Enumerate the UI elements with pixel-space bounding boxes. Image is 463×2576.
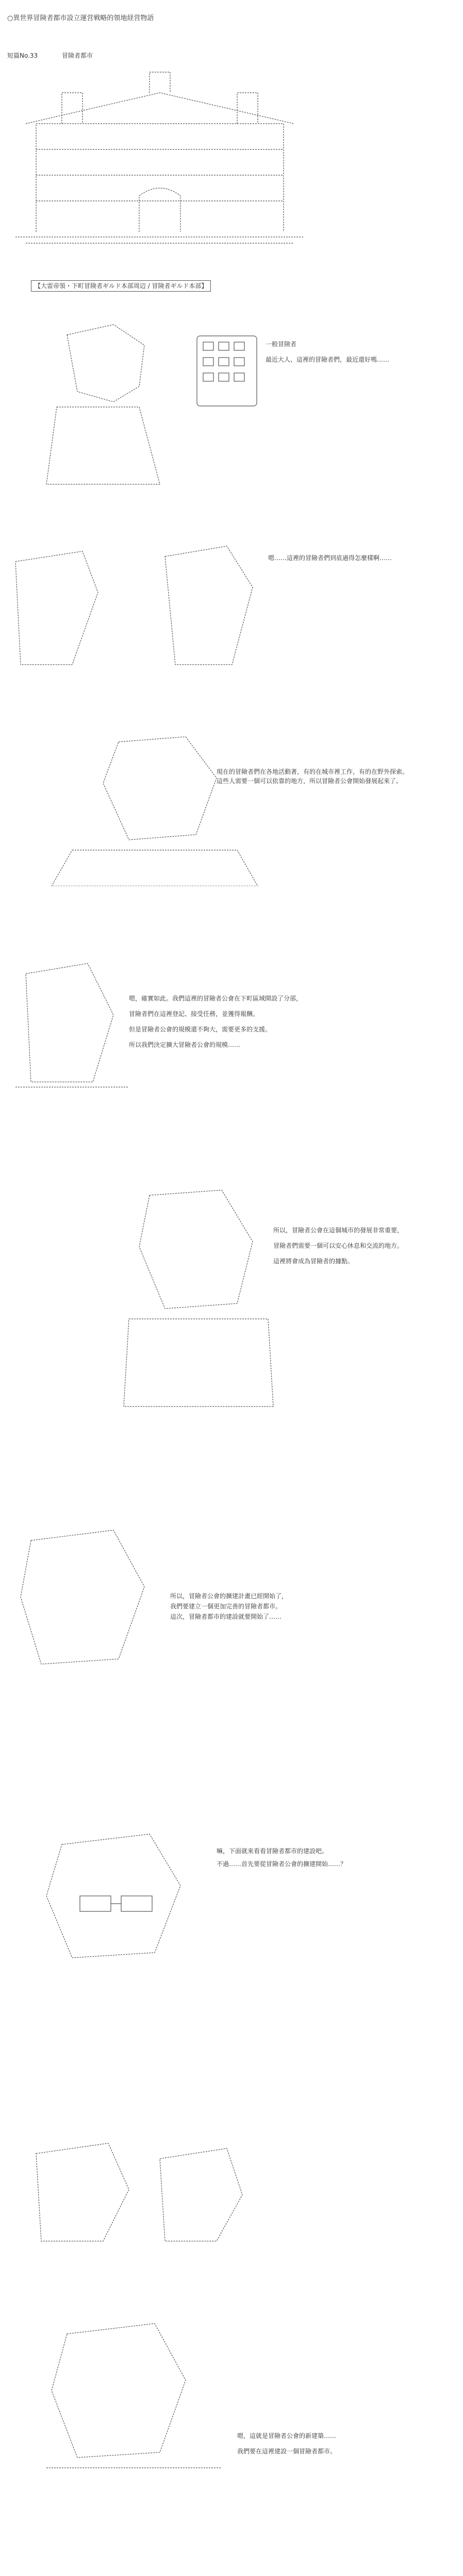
dialogue-line: 嗯，這就是冒險者公會的新建築…… bbox=[237, 2432, 337, 2439]
dialogue-line: 我們要在這裡建設一個冒險者都市。 bbox=[237, 2448, 337, 2455]
character-art bbox=[41, 732, 268, 886]
dialogue-line: 嗯……這裡的冒險者們到底過得怎麼樣啊…… bbox=[268, 554, 392, 562]
dialogue-line: 這次，冒險者都市的建設就要開始了…… bbox=[170, 1613, 282, 1620]
document-title: ○異世界冒険者都市設立運営戦略的領地経営物語 bbox=[7, 14, 154, 22]
dialogue-line: 現在的冒險者們在各地活動著，有的在城市裡工作，有的在野外探索。 bbox=[217, 768, 409, 775]
dialogue-line: 我們要建立一個更加完善的冒險者都市。 bbox=[170, 1603, 282, 1610]
guild-building-illustration bbox=[15, 62, 304, 247]
quest-board-icon bbox=[196, 335, 258, 407]
dialogue-line: 嗯，確實如此。我們這裡的冒險者公會在下町區域開設了分部， bbox=[129, 995, 303, 1002]
dialogue-line: 這些人需要一個可以依靠的地方，所以冒險者公會開始發展起來了。 bbox=[217, 777, 403, 785]
adventurer-character-art bbox=[36, 314, 201, 489]
dialogue-line: 所以，冒險者公會的擴建計畫已經開始了， bbox=[170, 1592, 288, 1600]
episode-subtitle: 冒険者都市 bbox=[62, 52, 93, 59]
character-art bbox=[10, 958, 134, 1113]
episode-label: 短篇No.33 bbox=[7, 52, 38, 59]
character-art bbox=[31, 1824, 206, 1999]
scene-caption: 【大雷帝領・下町冒険者ギルド本部周辺 / 冒険者ギルド本部】 bbox=[31, 280, 211, 292]
dialogue-line: 冒險者們在這裡登記、接受任務，並獲得報酬。 bbox=[129, 1010, 259, 1018]
dialogue-line: 所以，冒險者公會在這個城市的發展非常重要， bbox=[273, 1227, 404, 1234]
dialogue-line: 不過……首先要從冒險者公會的擴建開始……？ bbox=[217, 1860, 347, 1868]
character-art bbox=[10, 1525, 180, 1695]
character-art bbox=[119, 1185, 278, 1412]
characters-art bbox=[10, 541, 309, 675]
dialogue-line: 所以我們決定擴大冒險者公會的規模…… bbox=[129, 1041, 241, 1048]
dialogue-line: 最近大人、這裡的冒險者們，最近還好嗎…… bbox=[266, 356, 390, 363]
speaker-label: 一般冒険者 bbox=[266, 341, 297, 348]
dialogue-line: 這裡將會成為冒險者的據點。 bbox=[273, 1258, 354, 1265]
dialogue-line: 嘛，下面就來看看冒險者都市的建設吧。 bbox=[217, 1848, 328, 1855]
dialogue-line: 冒險者們需要一個可以安心休息和交流的地方。 bbox=[273, 1242, 404, 1249]
character-art bbox=[31, 2133, 247, 2246]
character-art bbox=[31, 2318, 237, 2488]
dialogue-line: 但是冒險者公會的規模還不夠大，需要更多的支援。 bbox=[129, 1026, 272, 1033]
